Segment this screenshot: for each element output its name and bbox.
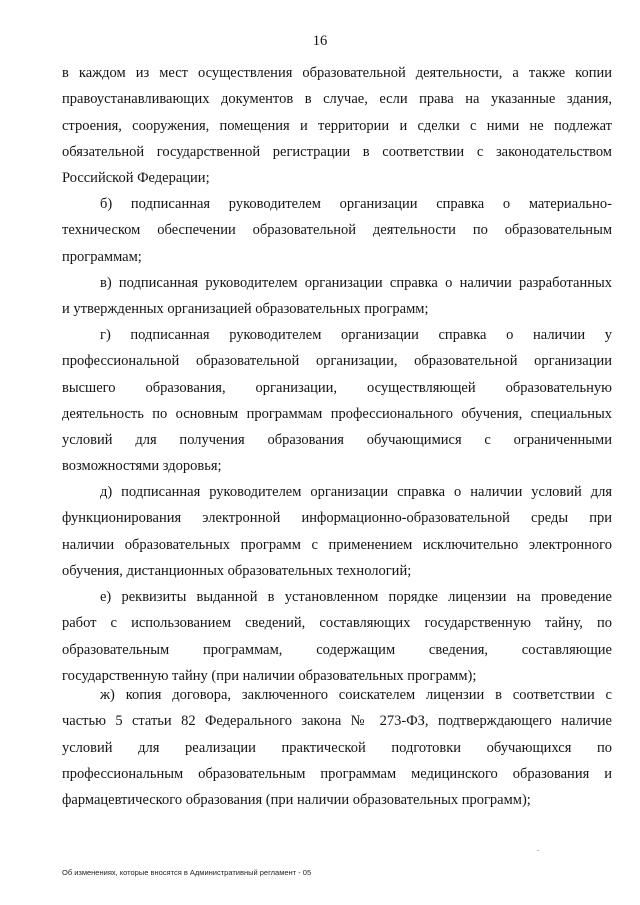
text-line: условий для получения образования обучающимися с ограниченными <box>62 432 612 449</box>
text-line: условий для реализации практической подготовки обучающихся по <box>62 739 612 756</box>
text-line: и утвержденных организацией образовательных программ; <box>62 301 429 318</box>
text-line: ж) копия договора, заключенного соискателем лицензии в соответствии с <box>100 687 612 703</box>
page-number: 16 <box>312 33 328 49</box>
text-line: е) реквизиты выданной в установленном порядке лицензии на проведение <box>100 589 612 605</box>
text-line: правоустанавливающих документов в случае, если права на указанные здания, <box>62 91 612 108</box>
text-line: возможностями здоровья; <box>62 458 222 475</box>
text-line: б) подписанная руководителем организации справка о материально- <box>100 196 612 212</box>
text-line: профессиональным образовательным программам медицинского образования и <box>62 765 612 782</box>
paragraph-item-zh <box>62 682 612 813</box>
text-line: образовательным программам, содержащим сведения, составляющие <box>62 641 612 658</box>
text-line: работ с использованием сведений, составляющих государственную тайну, по <box>62 615 612 632</box>
text-line: строения, сооружения, помещения и территории и сделки с ними не подлежат <box>62 117 612 134</box>
text-line: Российской Федерации; <box>62 170 210 187</box>
text-line: высшего образования, организации, осуществляющей образовательную <box>62 379 612 396</box>
text-line: наличии образовательных программ с применением исключительно электронного <box>62 536 612 553</box>
paragraph-item-v <box>62 270 612 323</box>
paragraph-item-b <box>62 191 612 270</box>
page-footer: Об изменениях, которые вносятся в Административный регламент - 05 <box>62 868 312 877</box>
text-line: г) подписанная руководителем организации справка о наличии у <box>100 327 612 343</box>
text-line: фармацевтического образования (при наличии образовательных программ); <box>62 792 531 809</box>
text-line: функционирования электронной информационно-образовательной среды при <box>62 510 612 527</box>
text-line: программам; <box>62 248 142 265</box>
paragraph-item-e <box>62 584 612 689</box>
text-line: в каждом из мест осуществления образовательной деятельности, а также копии <box>62 65 612 81</box>
paragraph-item-d <box>62 479 612 584</box>
scan-speck <box>537 850 539 851</box>
text-line: техническом обеспечении образовательной деятельности по образовательным <box>62 222 612 239</box>
text-line: обучения, дистанционных образовательных технологий; <box>62 562 412 579</box>
text-line: д) подписанная руководителем организации справка о наличии условий для <box>100 484 612 500</box>
text-line: в) подписанная руководителем организации справка о наличии разработанных <box>100 275 612 291</box>
text-line: государственную тайну (при наличии образовательных программ); <box>62 667 477 684</box>
text-line: деятельность по основным программам профессионального обучения, специальных <box>62 405 612 422</box>
text-line: профессиональной образовательной организации, образовательной организации <box>62 353 612 370</box>
text-line: обязательной государственной регистрации в соответствии с законодательством <box>62 143 612 160</box>
paragraph-continuation <box>62 60 612 191</box>
paragraph-item-g <box>62 322 612 480</box>
text-line: частью 5 статьи 82 Федерального закона № 273-ФЗ, подтверждающего наличие <box>62 713 612 730</box>
